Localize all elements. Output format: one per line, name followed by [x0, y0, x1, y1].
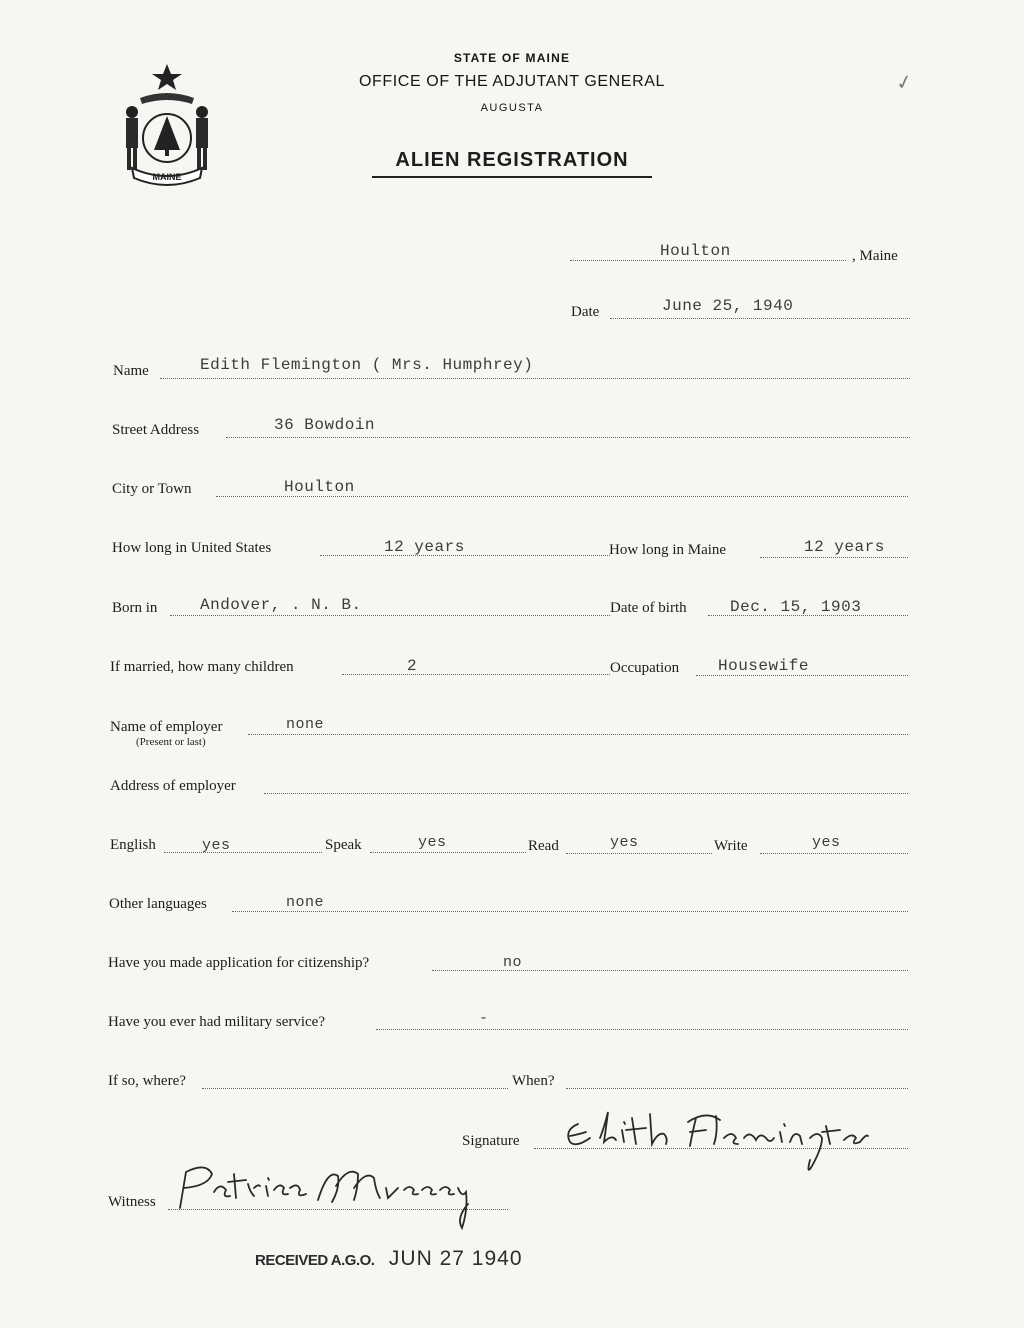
- write-label: Write: [714, 838, 748, 854]
- town-line: [570, 260, 846, 261]
- state-label: , Maine: [852, 248, 898, 264]
- street-value: 36 Bowdoin: [274, 416, 376, 434]
- english-label: English: [110, 837, 156, 853]
- military-value: -: [479, 1010, 489, 1027]
- check-mark: ✓: [894, 70, 915, 96]
- children-line: [342, 674, 610, 675]
- signature-handwriting: [560, 1108, 870, 1188]
- citizenship-label: Have you made application for citizenship?: [108, 955, 370, 971]
- stamp-label: RECEIVED A.G.O.: [255, 1252, 375, 1269]
- military-line: [376, 1029, 908, 1030]
- english-value: yes: [202, 837, 231, 854]
- maine-state-seal: [112, 60, 222, 188]
- employer-address-line: [264, 793, 908, 794]
- write-value: yes: [812, 834, 841, 851]
- citizenship-value: no: [503, 954, 523, 971]
- city-label: City or Town: [112, 481, 192, 497]
- occupation-value: Housewife: [718, 657, 809, 675]
- name-label: Name: [113, 363, 149, 379]
- where-line: [202, 1088, 508, 1089]
- read-value: yes: [610, 834, 639, 851]
- years-maine-line: [760, 557, 908, 558]
- years-us-label: How long in United States: [112, 540, 272, 556]
- name-value: Edith Flemington ( Mrs. Humphrey): [200, 356, 534, 374]
- read-line: [566, 853, 712, 854]
- children-label: If married, how many children: [110, 659, 294, 675]
- seal-banner-text: MAINE: [152, 172, 182, 182]
- dob-label: Date of birth: [610, 600, 687, 616]
- stamp-date: JUN 27 1940: [388, 1247, 523, 1270]
- when-line: [566, 1088, 908, 1089]
- employer-line: [248, 734, 908, 735]
- street-line: [226, 437, 910, 438]
- when-label: When?: [512, 1073, 555, 1089]
- dob-value: Dec. 15, 1903: [730, 598, 862, 616]
- years-us-value: 12 years: [384, 538, 465, 556]
- employer-label: Name of employer: [110, 719, 223, 735]
- born-in-line: [170, 615, 610, 616]
- received-stamp: [255, 1247, 523, 1271]
- military-label: Have you ever had military service?: [108, 1014, 325, 1030]
- header-state: STATE OF MAINE: [453, 51, 571, 65]
- english-line: [164, 852, 322, 853]
- speak-value: yes: [418, 834, 447, 851]
- employer-value: none: [286, 716, 325, 733]
- witness-handwriting: [162, 1158, 482, 1238]
- years-us-line: [320, 555, 610, 556]
- city-line: [216, 496, 908, 497]
- other-languages-line: [232, 911, 908, 912]
- occupation-label: Occupation: [610, 660, 680, 676]
- name-line: [160, 378, 910, 379]
- header-city: AUGUSTA: [480, 102, 544, 114]
- write-line: [760, 853, 908, 854]
- born-in-value: Andover, . N. B.: [200, 596, 362, 614]
- witness-label: Witness: [108, 1194, 156, 1210]
- speak-label: Speak: [325, 837, 362, 853]
- where-label: If so, where?: [108, 1073, 186, 1089]
- occupation-line: [696, 675, 908, 676]
- speak-line: [370, 852, 526, 853]
- born-in-label: Born in: [112, 600, 158, 616]
- header-office: OFFICE OF THE ADJUTANT GENERAL: [358, 73, 666, 90]
- years-maine-value: 12 years: [804, 538, 885, 556]
- employer-address-label: Address of employer: [110, 778, 236, 794]
- years-maine-label: How long in Maine: [609, 542, 727, 558]
- street-label: Street Address: [112, 422, 200, 438]
- date-label: Date: [571, 304, 600, 320]
- date-value: June 25, 1940: [662, 297, 794, 315]
- date-line: [610, 318, 910, 319]
- read-label: Read: [528, 838, 559, 854]
- city-value: Houlton: [284, 478, 355, 496]
- signature-label: Signature: [462, 1133, 520, 1149]
- employer-note: (Present or last): [136, 736, 206, 748]
- children-value: 2: [407, 657, 418, 675]
- other-languages-value: none: [286, 894, 325, 911]
- form-title: ALIEN REGISTRATION: [372, 149, 652, 178]
- other-languages-label: Other languages: [109, 896, 207, 912]
- town-value: Houlton: [660, 242, 731, 260]
